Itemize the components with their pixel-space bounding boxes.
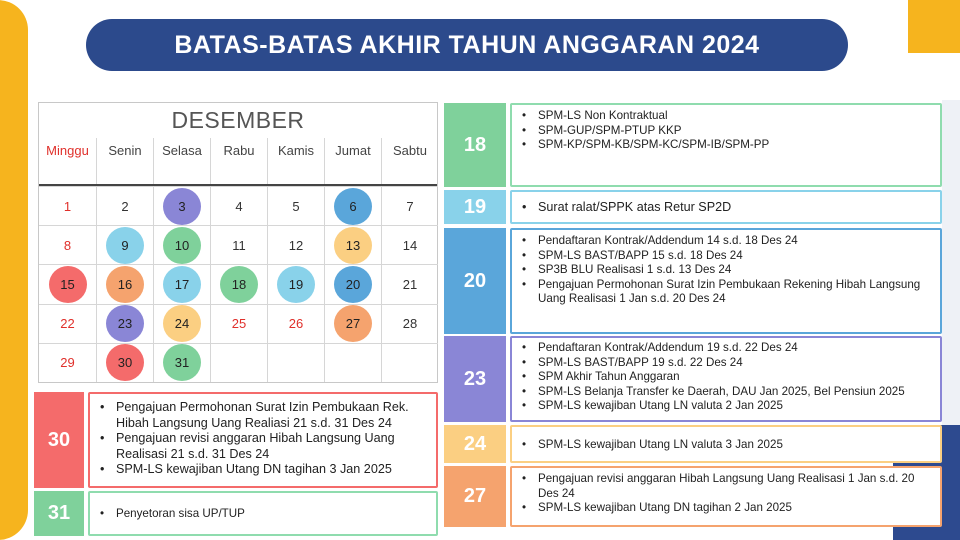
calendar-day-number: 11 <box>232 237 246 253</box>
entry-item: • Pengajuan revisi anggaran Hibah Langsung Uang Realisasi 21 s.d. 31 Des 24 <box>98 431 430 462</box>
calendar-day-number: 2 <box>121 198 129 214</box>
entry-date: 24 <box>444 425 506 463</box>
calendar-day-cell <box>96 304 153 343</box>
calendar-day-cell <box>96 225 153 264</box>
calendar-day-cell <box>39 264 96 303</box>
entry-item: • SPM-LS kewajiban Utang LN valuta 3 Jan 2025 <box>520 438 783 453</box>
calendar-day-cell <box>324 186 381 225</box>
entry-date: 27 <box>444 466 506 527</box>
calendar-day-number: 4 <box>235 198 243 214</box>
calendar-day-highlight: 23 <box>106 305 144 342</box>
entry-23 <box>444 336 942 422</box>
calendar-day-cell <box>381 264 438 303</box>
calendar-day-number: 7 <box>406 198 414 214</box>
calendar-day-cell <box>39 225 96 264</box>
entry-list <box>520 438 783 453</box>
calendar-day-cell <box>324 304 381 343</box>
calendar-day-highlight: 20 <box>334 266 372 303</box>
calendar-day-highlight: 6 <box>334 188 372 225</box>
calendar-grid <box>39 186 437 382</box>
page-title: BATAS-BATAS AKHIR TAHUN ANGGARAN 2024 <box>174 30 760 59</box>
calendar-day-highlight: 9 <box>106 227 144 264</box>
entry-19 <box>444 190 942 224</box>
entry-item: • SPM-LS BAST/BAPP 19 s.d. 22 Des 24 <box>520 356 934 371</box>
calendar-day-header: Senin <box>96 138 153 184</box>
entry-item: • SPM-LS BAST/BAPP 15 s.d. 18 Des 24 <box>520 249 934 264</box>
calendar-day-highlight: 27 <box>334 305 372 342</box>
calendar-day-number: 28 <box>402 316 418 332</box>
entry-item: • Pengajuan Permohonan Surat Izin Pembukaan Rek. Hibah Langsung Uang Realiasi 21 s.d. 31 Des 24 <box>98 400 430 431</box>
calendar-day-cell <box>210 264 267 303</box>
calendar-day-highlight: 17 <box>163 266 201 303</box>
calendar-day-highlight: 30 <box>106 344 144 381</box>
entry-box <box>510 336 942 422</box>
calendar-day-headers <box>39 138 437 186</box>
calendar-day-cell <box>96 186 153 225</box>
calendar-day-cell <box>381 343 438 382</box>
entry-box <box>88 392 438 488</box>
calendar-day-highlight: 15 <box>49 266 87 303</box>
calendar-day-number: 25 <box>231 316 247 332</box>
entry-24 <box>444 425 942 463</box>
entry-31 <box>34 491 438 536</box>
calendar-day-number: 21 <box>402 276 418 292</box>
calendar-day-cell <box>267 343 324 382</box>
entry-item: • SPM Akhir Tahun Anggaran <box>520 370 934 385</box>
calendar-day-highlight: 16 <box>106 266 144 303</box>
entry-box <box>510 466 942 527</box>
entry-date: 30 <box>34 392 84 488</box>
calendar-day-cell <box>210 343 267 382</box>
calendar-day-header: Minggu <box>46 143 89 158</box>
calendar-day-cell <box>153 304 210 343</box>
calendar-day-highlight: 18 <box>220 266 258 303</box>
calendar-day-number: 12 <box>288 237 304 253</box>
calendar-day-cell <box>324 264 381 303</box>
entry-item: • Pendaftaran Kontrak/Addendum 14 s.d. 18 Des 24 <box>520 234 934 249</box>
calendar-day-highlight: 19 <box>277 266 315 303</box>
calendar-day-cell <box>210 225 267 264</box>
entry-item: • SP3B BLU Realisasi 1 s.d. 13 Des 24 <box>520 263 934 278</box>
entry-item: • SPM-LS kewajiban Utang DN tagihan 3 Jan 2025 <box>98 462 430 478</box>
calendar-day-cell <box>153 225 210 264</box>
calendar-day-number: 5 <box>292 198 300 214</box>
entry-list <box>520 109 934 153</box>
calendar-day-cell <box>267 186 324 225</box>
calendar-day-cell <box>39 343 96 382</box>
calendar-day-number: 26 <box>288 316 304 332</box>
calendar-day-header: Rabu <box>210 138 267 184</box>
entry-box <box>510 103 942 187</box>
decor-topright-yellow <box>908 0 960 53</box>
calendar-day-cell <box>96 264 153 303</box>
calendar-day-header: Jumat <box>324 138 381 184</box>
entry-date: 18 <box>444 103 506 187</box>
entry-item: • Penyetoran sisa UP/TUP <box>98 507 245 522</box>
calendar-day-cell <box>39 186 96 225</box>
entry-item: • SPM-KP/SPM-KB/SPM-KC/SPM-IB/SPM-PP <box>520 138 934 153</box>
calendar-day-number: 22 <box>60 316 75 332</box>
entry-item: • SPM-LS kewajiban Utang LN valuta 2 Jan 2025 <box>520 399 934 414</box>
title-banner <box>86 19 848 71</box>
calendar-day-cell <box>324 225 381 264</box>
calendar-day-highlight: 3 <box>163 188 201 225</box>
entry-27 <box>444 466 942 527</box>
calendar-day-cell <box>267 264 324 303</box>
entry-item: • Surat ralat/SPPK atas Retur SP2D <box>520 200 731 216</box>
decor-right-gray <box>942 100 960 430</box>
entry-item: • SPM-LS kewajiban Utang DN tagihan 2 Jan 2025 <box>520 501 934 516</box>
calendar-day-cell <box>267 304 324 343</box>
entry-date: 23 <box>444 336 506 422</box>
entry-item: • SPM-LS Belanja Transfer ke Daerah, DAU Jan 2025, Bel Pensiun 2025 <box>520 385 934 400</box>
calendar-day-cell <box>324 343 381 382</box>
calendar-day-cell <box>153 264 210 303</box>
entry-item: • Pengajuan revisi anggaran Hibah Langsung Uang Realisasi 1 Jan s.d. 20 Des 24 <box>520 472 934 501</box>
calendar-day-highlight: 31 <box>163 344 201 381</box>
entry-date: 31 <box>34 491 84 536</box>
entry-list <box>520 200 731 216</box>
calendar-day-header: Sabtu <box>381 138 438 184</box>
calendar-day-number: 8 <box>63 237 72 253</box>
decor-left-yellow <box>0 0 28 540</box>
entry-box <box>510 190 942 224</box>
entry-18 <box>444 103 942 187</box>
entry-30 <box>34 392 438 488</box>
calendar-day-number: 14 <box>402 237 418 253</box>
entry-item: • SPM-GUP/SPM-PTUP KKP <box>520 124 934 139</box>
calendar-day-cell <box>381 225 438 264</box>
entry-20 <box>444 228 942 334</box>
calendar-day-cell <box>210 304 267 343</box>
entry-item: • SPM-LS Non Kontraktual <box>520 109 934 124</box>
entry-box <box>510 228 942 334</box>
calendar-day-highlight: 13 <box>334 227 372 264</box>
calendar-day-cell <box>96 343 153 382</box>
calendar-month: DESEMBER <box>171 107 305 133</box>
calendar-day-header: Kamis <box>267 138 324 184</box>
calendar-day-cell <box>39 304 96 343</box>
entry-date: 19 <box>444 190 506 224</box>
entry-list <box>98 400 430 478</box>
entry-list <box>520 234 934 307</box>
entry-item: • Pengajuan Permohonan Surat Izin Pembukaan Rekening Hibah Langsung Uang Realisasi 1 Jan s.d. 20 Des 24 <box>520 278 934 307</box>
calendar-day-cell <box>381 304 438 343</box>
calendar-day-cell <box>153 343 210 382</box>
calendar-day-header: Selasa <box>153 138 210 184</box>
calendar-day-number: 29 <box>60 355 75 371</box>
calendar <box>38 102 438 383</box>
entry-item: • Pendaftaran Kontrak/Addendum 19 s.d. 22 Des 24 <box>520 341 934 356</box>
entry-box <box>510 425 942 463</box>
calendar-day-highlight: 10 <box>163 227 201 264</box>
calendar-day-number: 1 <box>63 198 72 214</box>
entry-date: 20 <box>444 228 506 334</box>
calendar-day-cell <box>153 186 210 225</box>
calendar-day-highlight: 24 <box>163 305 201 342</box>
entry-list <box>98 507 245 522</box>
calendar-day-cell <box>210 186 267 225</box>
entry-box <box>88 491 438 536</box>
entry-list <box>520 341 934 414</box>
calendar-day-cell <box>381 186 438 225</box>
entry-list <box>520 472 934 516</box>
calendar-day-cell <box>267 225 324 264</box>
